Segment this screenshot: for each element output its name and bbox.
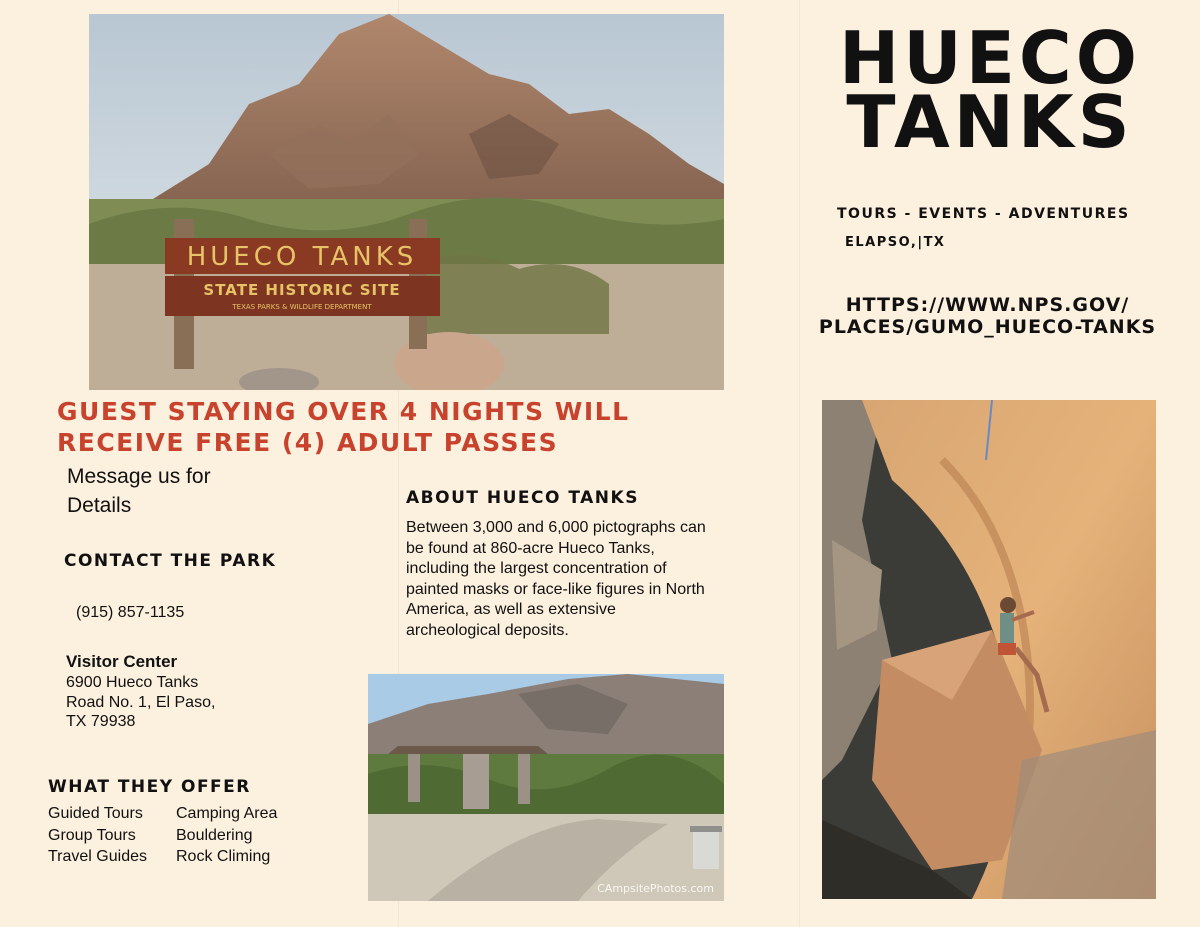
photo-watermark: CAmpsitePhotos.com: [597, 882, 714, 895]
promo-line2: RECEIVE FREE (4) ADULT PASSES: [57, 428, 559, 457]
sign-line2: STATE HISTORIC SITE: [203, 281, 401, 299]
offer-item: Rock Climing: [176, 848, 271, 865]
offer-item: Guided Tours: [48, 805, 143, 822]
park-sign-photo: [89, 14, 724, 390]
visitor-center-label: Visitor Center: [66, 652, 178, 671]
title-line2: TANKS: [846, 80, 1134, 164]
page-title: [790, 16, 1190, 164]
promo-note: Message us for Details: [67, 465, 211, 517]
title-line1: HUECO: [839, 16, 1141, 100]
rock-climber-photo: [822, 400, 1156, 899]
phone-number[interactable]: (915) 857-1135: [76, 604, 185, 621]
sign-line3: TEXAS PARKS & WILDLIFE DEPARTMENT: [232, 303, 372, 311]
tagline: TOURS - EVENTS - ADVENTURES: [837, 206, 1130, 222]
offer-heading: WHAT THEY OFFER: [48, 777, 251, 797]
website-link[interactable]: [775, 294, 1200, 338]
about-heading: ABOUT HUECO TANKS: [406, 488, 639, 508]
offer-item: Group Tours: [48, 826, 136, 844]
location: ELAPSO,|TX: [845, 235, 946, 250]
promo-banner: [57, 396, 817, 458]
sign-line1: HUECO TANKS: [186, 242, 418, 272]
offer-item: Camping Area: [176, 805, 278, 822]
website-line1: HTTPS://WWW.NPS.GOV/: [845, 294, 1130, 316]
campsite-shelter-photo: [368, 674, 724, 901]
offer-list: [48, 804, 306, 868]
website-line2: PLACES/GUMO_HUECO-TANKS: [818, 316, 1157, 338]
about-body: Between 3,000 and 6,000 pictographs can be found at 860-acre Hueco Tanks, including the largest concentration of painted masks or face-like figures in North America, as well as extensive archeological deposits.: [406, 519, 706, 639]
offer-item: Bouldering: [176, 826, 253, 844]
promo-line1: GUEST STAYING OVER 4 NIGHTS WILL: [57, 397, 630, 426]
contact-heading: CONTACT THE PARK: [64, 551, 277, 571]
offer-item: Travel Guides: [48, 848, 147, 865]
visitor-center-address: 6900 Hueco Tanks Road No. 1, El Paso, TX 79938: [66, 674, 216, 730]
